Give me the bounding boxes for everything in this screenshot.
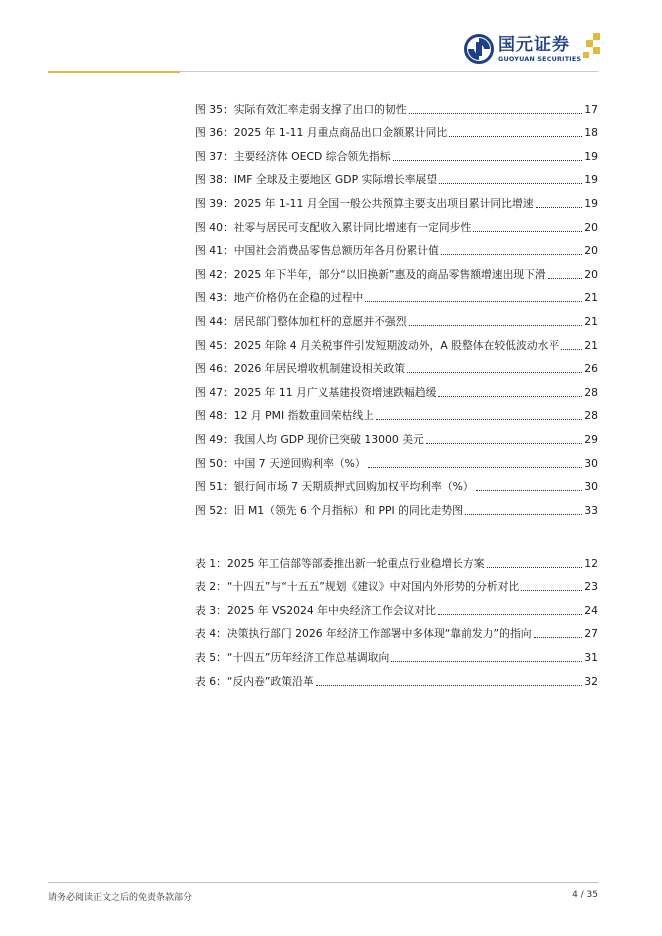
figure-entry-page: 20 — [584, 244, 598, 258]
figure-entry-title: 图 50：中国 7 天逆回购利率（%） — [195, 456, 366, 470]
figure-entry-page: 21 — [584, 291, 598, 305]
figure-entry-title: 图 40：社零与居民可支配收入累计同比增速有一定同步性 — [195, 220, 472, 234]
figure-entry-page: 20 — [584, 267, 598, 281]
figure-entry-title: 图 36：2025 年 1-11 月重点商品出口金额累计同比 — [195, 126, 448, 140]
dot-leader — [521, 590, 582, 591]
figure-entry[interactable] — [195, 353, 598, 377]
figure-entry-title: 图 49：我国人均 GDP 现价已突破 13000 美元 — [195, 432, 424, 446]
dot-leader — [393, 160, 583, 161]
figure-entry-page: 17 — [584, 102, 598, 116]
figure-entry-page: 19 — [584, 173, 598, 187]
figure-entry-page: 19 — [584, 196, 598, 210]
dot-leader — [407, 372, 582, 373]
figure-entry[interactable] — [195, 400, 598, 424]
dot-leader — [438, 396, 582, 397]
figure-entry-title: 图 48：12 月 PMI 指数重回荣枯线上 — [195, 409, 374, 423]
figure-entry-page: 28 — [584, 409, 598, 423]
figure-entry[interactable] — [195, 494, 598, 518]
brand-name-cn: 国元证券 — [498, 35, 570, 55]
figure-entry-title: 图 51：银行间市场 7 天期质押式回购加权平均利率（%） — [195, 480, 474, 494]
figure-entry[interactable] — [195, 329, 598, 353]
figure-entry[interactable] — [195, 258, 598, 282]
figure-entry[interactable] — [195, 235, 598, 259]
dot-leader — [391, 661, 582, 662]
table-entry-title: 表 5：“十四五”历年经济工作总基调取向 — [195, 650, 390, 664]
figure-entry-page: 33 — [584, 503, 598, 517]
figure-entry-page: 21 — [584, 338, 598, 352]
figure-entry-title: 图 37：主要经济体 OECD 综合领先指标 — [195, 149, 391, 163]
table-entry-page: 27 — [584, 627, 598, 641]
table-entry-page: 23 — [584, 580, 598, 594]
figure-entry[interactable] — [195, 376, 598, 400]
table-entry-title: 表 6：“反内卷”政策沿革 — [195, 674, 314, 688]
figure-entry-page: 18 — [584, 126, 598, 140]
table-entry-title: 表 1：2025 年工信部等部委推出新一轮重点行业稳增长方案 — [195, 556, 485, 570]
figure-entry[interactable] — [195, 423, 598, 447]
table-entry[interactable] — [195, 571, 598, 595]
footer-divider — [48, 882, 598, 883]
figure-entry-title: 图 41：中国社会消费品零售总额历年各月份累计值 — [195, 244, 439, 258]
figure-entry-title: 图 39：2025 年 1-11 月全国一般公共预算主要支出项目累计同比增速 — [195, 196, 534, 210]
figure-entry-title: 图 35：实际有效汇率走弱支撑了出口的韧性 — [195, 102, 407, 116]
dot-leader — [376, 419, 582, 420]
table-entry[interactable] — [195, 618, 598, 642]
figure-entry-page: 19 — [584, 149, 598, 163]
dot-leader — [487, 567, 583, 568]
table-entry-page: 31 — [584, 650, 598, 664]
table-entry[interactable] — [195, 665, 598, 689]
table-entry-page: 12 — [584, 556, 598, 570]
brand-name-en: GUOYUAN SECURITIES — [498, 55, 582, 63]
table-entry-page: 32 — [584, 674, 598, 688]
brand-logo — [464, 32, 581, 66]
figure-entry-title: 图 43：地产价格仍在企稳的过程中 — [195, 291, 364, 305]
brand-squares-icon — [583, 33, 601, 59]
dot-leader — [449, 136, 582, 137]
figure-entry-page: 21 — [584, 314, 598, 328]
figure-entry-page: 29 — [584, 432, 598, 446]
figure-entry[interactable] — [195, 93, 598, 117]
dot-leader — [439, 183, 582, 184]
dot-leader — [441, 254, 582, 255]
dot-leader — [534, 637, 583, 638]
dot-leader — [536, 207, 583, 208]
figure-entry-title: 图 52：旧 M1（领先 6 个月指标）和 PPI 的同比走势图 — [195, 503, 463, 517]
table-entry-title: 表 2：“十四五”与“十五五”规划《建议》中对国内外形势的分析对比 — [195, 580, 520, 594]
figure-entry-page: 30 — [584, 480, 598, 494]
figure-entry-title: 图 47：2025 年 11 月广义基建投资增速跌幅趋缓 — [195, 385, 437, 399]
dot-leader — [409, 325, 583, 326]
page-number: 4 / 35 — [572, 890, 598, 900]
table-list — [195, 547, 598, 689]
dot-leader — [426, 443, 582, 444]
figure-entry[interactable] — [195, 211, 598, 235]
figure-entry[interactable] — [195, 305, 598, 329]
dot-leader — [473, 231, 582, 232]
figure-entry-title: 图 38：IMF 全球及主要地区 GDP 实际增长率展望 — [195, 173, 438, 187]
table-entry-title: 表 3：2025 年 VS2024 年中央经济工作会议对比 — [195, 603, 436, 617]
page-header — [0, 0, 662, 80]
figure-entry[interactable] — [195, 282, 598, 306]
header-accent-line — [48, 71, 180, 73]
table-entry-page: 24 — [584, 603, 598, 617]
figure-entry-page: 30 — [584, 456, 598, 470]
dot-leader — [465, 514, 582, 515]
table-entry[interactable] — [195, 641, 598, 665]
dot-leader — [438, 614, 582, 615]
figure-entry[interactable] — [195, 164, 598, 188]
figure-entry[interactable] — [195, 447, 598, 471]
dot-leader — [476, 490, 583, 491]
dot-leader — [365, 301, 582, 302]
figure-entry[interactable] — [195, 117, 598, 141]
dot-leader — [368, 467, 583, 468]
figure-entry[interactable] — [195, 187, 598, 211]
figure-entry[interactable] — [195, 471, 598, 495]
dot-leader — [316, 685, 583, 686]
header-divider — [180, 71, 598, 72]
dot-leader — [548, 278, 582, 279]
figure-entry-page: 20 — [584, 220, 598, 234]
dot-leader — [409, 113, 583, 114]
footer-disclaimer: 请务必阅读正文之后的免责条款部分 — [48, 893, 193, 903]
table-entry[interactable] — [195, 547, 598, 571]
figure-entry-title: 图 42：2025 年下半年，部分“以旧换新”惠及的商品零售额增速出现下滑 — [195, 267, 546, 281]
figure-entry-title: 图 46：2026 年居民增收机制建设相关政策 — [195, 362, 406, 376]
figure-entry-title: 图 45：2025 年除 4 月关税事件引发短期波动外，A 股整体在较低波动水平 — [195, 338, 560, 352]
figure-entry-page: 26 — [584, 362, 598, 376]
table-entry-title: 表 4：决策执行部门 2026 年经济工作部署中多体现“靠前发力”的指向 — [195, 627, 532, 641]
figure-list — [195, 93, 598, 518]
brand-emblem-icon — [464, 34, 494, 64]
table-entry[interactable] — [195, 594, 598, 618]
figure-entry[interactable] — [195, 140, 598, 164]
dot-leader — [561, 349, 582, 350]
figure-entry-page: 28 — [584, 385, 598, 399]
figure-entry-title: 图 44：居民部门整体加杠杆的意愿并不强烈 — [195, 314, 407, 328]
